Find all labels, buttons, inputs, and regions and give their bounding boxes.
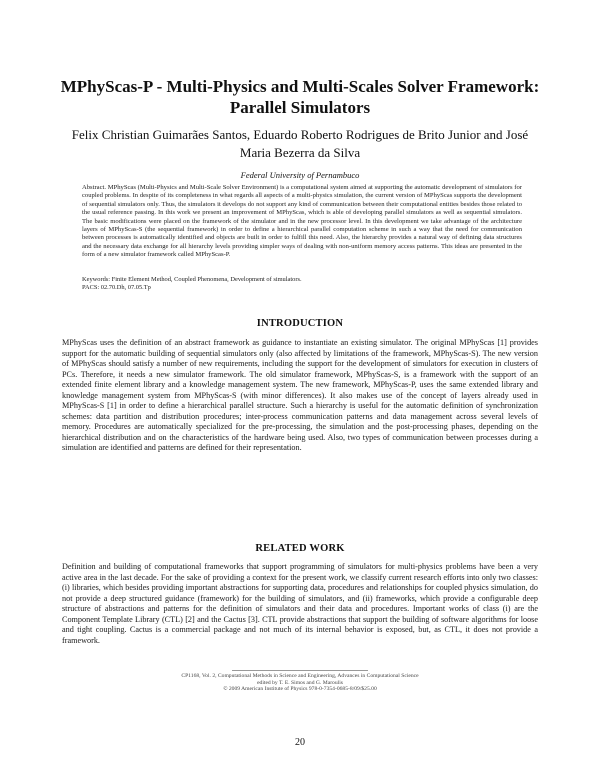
footnote-divider xyxy=(232,670,368,671)
section-body-related-work: Definition and building of computational frameworks that support programming of simulators for multi-physics problems have been a very active area in the last decade. For the sake of providing a context for the present work, we classify current research efforts into only two classes: (i) libraries, which besides providing important abstractions for supporting data, procedures and relationships for coupled physics simulation, do not provide a deep structured guidance (framework) for the building of simulators, and (ii) frameworks, which provide a configurable deep structure of abstractions and patterns for the definition of simulators and their data and procedures. Important works of class (i) are the Component Template Library (CTL) [2] and the Cactus [3]. CTL provide abstractions that support the building of software algorithms for loose and tight coupling. Cactus is a commercial package and not much of its internal behavior is exposed, but, as CTL, it does not provide a framework. xyxy=(62,562,538,645)
section-heading-introduction: INTRODUCTION xyxy=(256,318,344,329)
footnote-line: edited by T. E. Simos and G. Maroulis xyxy=(257,679,343,686)
footnote xyxy=(140,673,460,693)
keywords: Keywords: Finite Element Method, Coupled Phenomena, Development of simulators. xyxy=(82,276,302,283)
pacs-codes: PACS: 02.70.Dh, 07.05.Tp xyxy=(82,283,151,291)
paper-title: MPhyScas-P - Multi-Physics and Multi-Scales Solver Framework: Parallel Simulators xyxy=(60,77,540,117)
section-heading-related-work: RELATED WORK xyxy=(255,543,345,554)
footnote-line: © 2009 American Institute of Physics 978-0-7354-0685-8/09/$25.00 xyxy=(223,686,377,693)
footnote-line: CP1168, Vol. 2, Computational Methods in Science and Engineering, Advances in Computational Science xyxy=(181,673,419,679)
abstract: Abstract. MPhyScas (Multi-Physics and Multi-Scale Solver Environment) is a computational system aimed at supporting the automatic development of simulators for coupled problems. In despite of its completeness in what regards all aspects of a multi-physics simulation, the current version of MPhyScas supports the development of sequential simulators only. Thus, the simulators it develops do not support any kind of communication between their computational entities besides those related to the usual reference passing. In this work we present an improvement of MPhyScas, which is able of developing parallel simulators as well as sequential simulators. The basic modifications were placed on the framework of the simulator and in the new processor level. In this development we take advantage of the architecture layers of MPhyScas-S (the sequential framework) in order to define a hierarchical parallel computation scheme in such a way that the need for communication between processes is automatically identified and objects are built in order to fulfill this need. Also, the hierarchy provides a natural way of defining data structures and the necessary data exchange for all hierarchy levels providing simpler ways of dealing with non-uniform memory access patterns. This ideas are presented in the form of a new simulator framework called MPhyScas-P. xyxy=(82,184,522,259)
author-list: Felix Christian Guimarães Santos, Eduardo Roberto Rodrigues de Brito Junior and José Maria Bezerra da Silva xyxy=(71,127,529,160)
affiliation: Federal University of Pernambuco xyxy=(240,170,360,180)
page-number: 20 xyxy=(295,737,305,748)
section-body-introduction: MPhyScas uses the definition of an abstract framework as guidance to instantiate an existing simulator. The original MPhyScas [1] provides support for the automatic building of sequential simulators only (also affected by limitations of the framework, MPhyScas-S). The new version of MPhyScas should satisfy a number of new requirements, including the support for the development of simulators for execution in clusters of PCs. Therefore, it needs a new simulator framework. The old simulator framework, MPhyScas-S, is a framework with the support of an extended finite element library and a knowledge management system. The new framework, MPhyScas-P, uses the same extended library and knowledge management system from MPhyScas-S (with minor differences). It also makes use of the concept of layers already used in MPhyScas-S [1] in order to define a hierarchical parallel structure. Such a hierarchy is useful for the automatic definition of synchronization schemes: data partition and distribution procedures; inter-process communication patterns and data management across several levels of memory. Procedures are automatically specialized for the pre-processing, the simulation and the post-processing phases, depending on the hierarchical distribution and on the characteristics of the hardware being used. Also, two types of communication between processes during a simulation are identified and patterns are defined for their representation. xyxy=(62,338,538,452)
keywords-block xyxy=(82,276,522,291)
